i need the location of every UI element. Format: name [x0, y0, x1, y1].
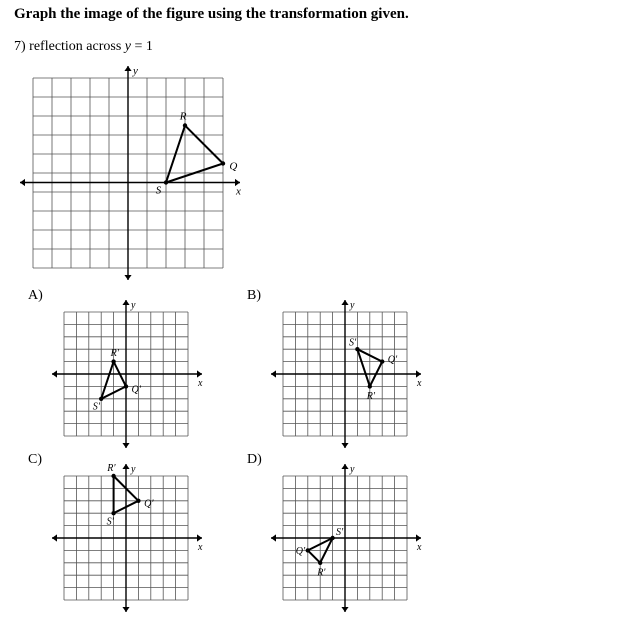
choice-c-vertex-point [111, 474, 115, 478]
choice-b-graph[interactable] [271, 300, 421, 448]
choice-d-y-axis-label: y [350, 464, 355, 475]
main-axis-arrow-icon [20, 179, 25, 186]
problem-text: reflection across [29, 39, 122, 54]
choice-d-axis-arrow-icon [271, 534, 276, 541]
choice-d-vertex-label: S' [335, 527, 344, 539]
choice-b-axis-arrow-icon [271, 370, 276, 377]
choice-c-label[interactable]: C) [28, 452, 42, 467]
choice-a-axis-arrow-icon [122, 443, 129, 448]
main-vertex-point [164, 180, 168, 184]
choice-c-graph[interactable] [52, 464, 202, 612]
choice-c-vertex-label: R' [107, 463, 116, 475]
choice-d-vertex-label: R' [317, 567, 326, 579]
choice-b-vertex-label: Q' [387, 354, 398, 366]
choice-d-vertex-point [318, 561, 322, 565]
main-vertex-point [183, 123, 187, 127]
choice-a-vertex-label: R' [110, 348, 119, 360]
main-vertex-label: R [179, 110, 187, 123]
main-axis-arrow-icon [124, 275, 131, 280]
choice-b-vertex-point [380, 359, 384, 363]
main-x-axis-label: x [236, 185, 241, 198]
choice-c-axis-arrow-icon [122, 607, 129, 612]
choice-a-vertex-label: S' [92, 401, 100, 413]
choice-a-vertex-point [124, 384, 128, 388]
choice-c-x-axis-label: x [198, 542, 203, 553]
choice-d-vertex-label: Q' [295, 545, 306, 557]
main-vertex-point [221, 161, 225, 165]
choice-b-axis-arrow-icon [341, 443, 348, 448]
choice-a-vertex-label: Q' [131, 384, 141, 396]
choice-a-label[interactable]: A) [28, 288, 43, 303]
main-graph [20, 66, 242, 282]
choice-c-y-axis-label: y [131, 464, 136, 475]
choice-a-graph[interactable] [52, 300, 202, 448]
main-axis-arrow-icon [124, 66, 131, 71]
choice-c-vertex-point [136, 499, 140, 503]
choice-b-vertex-label: R' [366, 390, 376, 402]
worksheet-title: Graph the image of the figure using the transformation given. [14, 6, 409, 22]
main-vertex-label: S [155, 184, 162, 197]
choice-c-axis-arrow-icon [52, 534, 57, 541]
main-y-axis-label: y [133, 65, 138, 77]
choice-d-axis-arrow-icon [341, 607, 348, 612]
choice-b-vertex-point [368, 384, 372, 388]
choice-d-axis-arrow-icon [416, 534, 421, 541]
problem-equation: = 1 [134, 39, 153, 54]
choice-a-axis-arrow-icon [52, 370, 57, 377]
choice-b-label[interactable]: B) [247, 288, 261, 303]
choice-d-vertex-point [330, 536, 334, 540]
main-vertex-label: Q [229, 160, 238, 173]
choice-b-vertex-label: S' [349, 337, 357, 349]
choice-d-label[interactable]: D) [247, 452, 262, 467]
problem-variable: y [124, 39, 132, 54]
choice-d-x-axis-label: x [417, 542, 422, 553]
choice-a-axis-arrow-icon [197, 370, 202, 377]
choice-c-vertex-label: Q' [144, 498, 154, 510]
choice-c-axis-arrow-icon [197, 534, 202, 541]
choice-c-vertex-label: S' [106, 516, 114, 528]
choice-d-axis-arrow-icon [341, 464, 348, 469]
problem-statement [14, 39, 153, 55]
choice-a-vertex-point [99, 397, 103, 401]
choice-a-vertex-point [111, 359, 115, 363]
choice-a-y-axis-label: y [131, 300, 136, 311]
choice-d-graph[interactable] [271, 464, 421, 612]
choice-c-vertex-point [111, 511, 115, 515]
choice-c-axis-arrow-icon [122, 464, 129, 469]
choice-b-y-axis-label: y [350, 300, 355, 311]
choice-b-x-axis-label: x [417, 378, 422, 389]
choice-b-axis-arrow-icon [416, 370, 421, 377]
choice-a-x-axis-label: x [198, 378, 203, 389]
choice-d-vertex-point [306, 548, 310, 552]
choice-b-axis-arrow-icon [341, 300, 348, 305]
choice-a-axis-arrow-icon [122, 300, 129, 305]
problem-number: 7) [14, 39, 26, 54]
